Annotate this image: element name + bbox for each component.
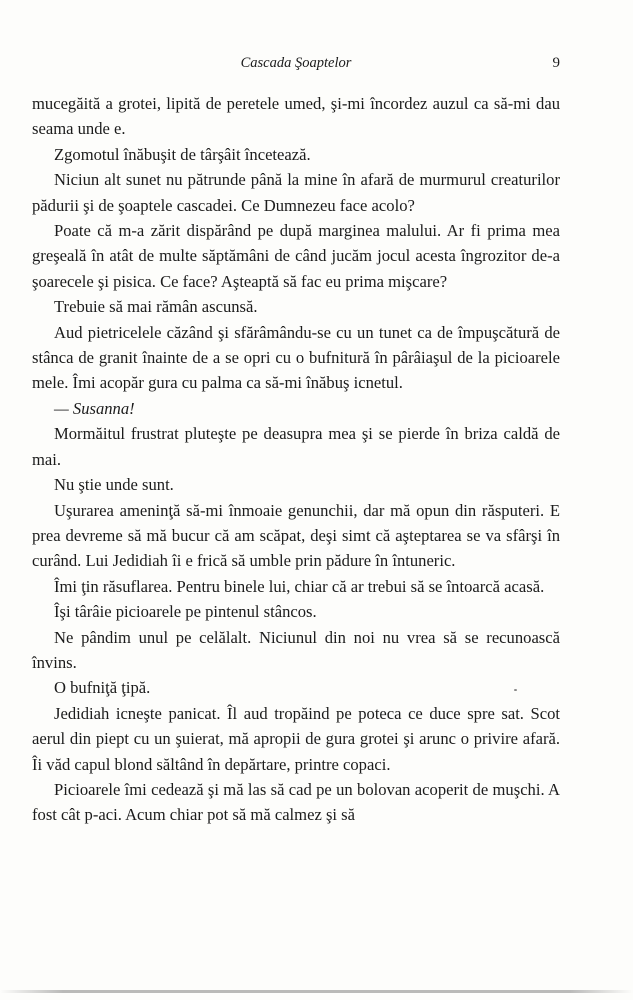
paragraph: Mormăitul frustrat pluteşte pe deasupra mea şi se pierde în briza caldă de mai. — [32, 424, 560, 469]
page-bottom-edge — [0, 990, 633, 993]
paragraph: Jedidiah icneşte panicat. Îl aud tropăind pe poteca ce duce spre sat. Scot aerul din piept cu un şuierat, mă apropii de gura grotei şi arunc o privire afară. Îi văd capul blond săltând în depărtare, printre copaci. — [32, 703, 560, 774]
dialogue-line: — Susanna! — [54, 398, 135, 418]
paragraph: Trebuie să mai rămân ascunsă. — [54, 297, 258, 317]
paragraph: Poate că m-a zărit dispărând pe după marginea malului. Ar fi prima mea greşeală în atât de multe săptămâni de când jucăm jocul acesta îngrozitor de-a şoarecele şi pisica. Ce face? Aşteaptă să fac eu prima mişcare? — [32, 221, 560, 291]
scan-speck — [514, 689, 517, 691]
paragraph: Îşi târâie picioarele pe pintenul stâncos. — [54, 602, 317, 622]
paragraph: Niciun alt sunet nu pătrunde până la mine în afară de murmurul creaturilor pădurii şi de şoaptele cascadei. Ce Dumnezeu face acolo? — [32, 170, 560, 215]
paragraph: Uşurarea ameninţă să-mi înmoaie genunchii, dar mă opun din răsputeri. E prea devreme să mă bucur că am scăpat, deşi simt că aşteptarea se va sfârşi în curând. Lui Jedidiah îi e frică să umble prin pădure în întuneric. — [32, 500, 560, 571]
paragraph: Îmi ţin răsuflarea. Pentru binele lui, chiar că ar trebui să se întoarcă acasă. — [54, 576, 545, 596]
running-header — [32, 52, 560, 74]
paragraph: Zgomotul înăbuşit de târşâit încetează. — [54, 144, 311, 164]
page-number: 9 — [552, 55, 560, 71]
paragraph: Nu ştie unde sunt. — [54, 475, 174, 495]
paragraph: Picioarele îmi cedează şi mă las să cad pe un bolovan acoperit de muşchi. A fost cât p-aci. Acum chiar pot să mă calmez şi să — [32, 779, 560, 825]
paragraph: O bufniţă ţipă. — [54, 678, 151, 698]
paragraph: mucegăită a grotei, lipită de peretele umed, şi-mi încordez auzul ca să-mi dau seama unde e. — [32, 94, 560, 139]
paragraph: Ne pândim unul pe celălalt. Niciunul din noi nu vrea să se recunoască învins. — [32, 627, 560, 672]
body-text — [32, 91, 560, 828]
book-title: Cascada Şoaptelor — [240, 55, 352, 71]
paragraph: Aud pietricelele căzând şi sfărâmându-se cu un tunet ca de împuşcătură de stânca de granit înainte de a se opri cu o bufnitură în pârâiaşul de la picioarele mele. Îmi acopăr gura cu palma ca să-mi înăbuş icnetul. — [32, 322, 560, 393]
